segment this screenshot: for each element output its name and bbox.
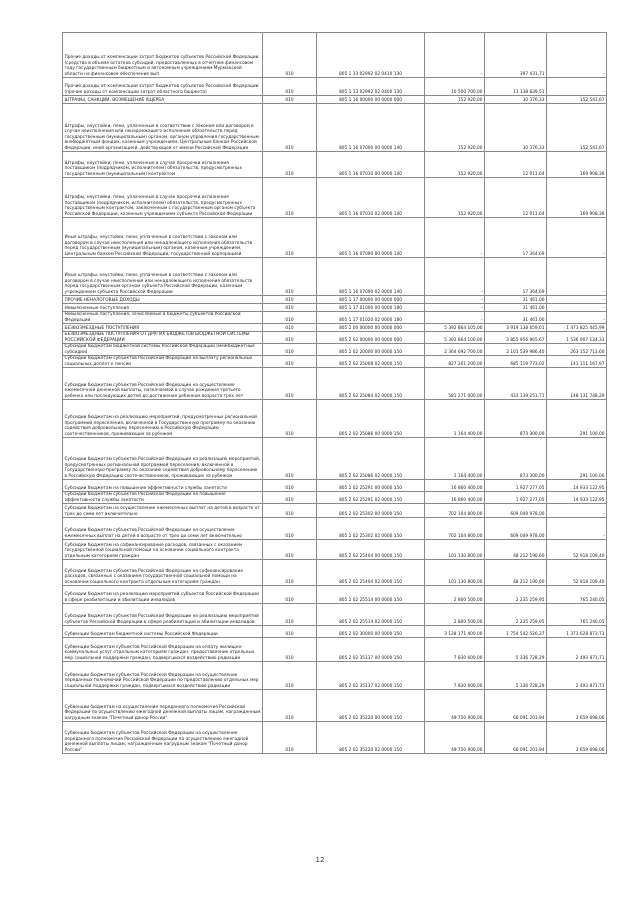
row-code: 010 [263,518,317,540]
table-row [63,33,607,78]
row-approved-amount: - [425,258,485,296]
row-budget-code: 805 2 02 25404 02 0000 150 [317,560,425,586]
row-budget-code: 805 2 02 35137 02 0000 150 [317,662,425,690]
row-code: 010 [263,604,317,626]
row-code: 010 [263,312,317,324]
row-code: 010 [263,638,317,662]
table-row [63,438,607,480]
table-row [63,480,607,492]
row-budget-code: 805 2 02 25291 00 0000 150 [317,480,425,492]
row-executed-amount: 1 754 542 526,27 [485,626,547,638]
row-code: 010 [263,96,317,104]
row-unexecuted-amount: - [547,78,607,96]
table-row [63,218,607,258]
row-name: Субсидии бюджетам субъектов Российской Федерации на осуществление ежемесячных выплат на детей в возрасте от трех до семи лет включительно [63,518,263,540]
row-executed-amount: 60 091 201,94 [485,722,547,754]
table-row [63,344,607,356]
row-executed-amount: 3 855 956 965,67 [485,332,547,344]
row-unexecuted-amount: 765 240,05 [547,604,607,626]
row-budget-code: 805 1 16 00000 00 0000 000 [317,96,425,104]
table-row [63,540,607,560]
row-name: Субсидии бюджетам бюджетной системы Российской Федерации (межбюджетные субсидии) [63,344,263,356]
row-name: Субсидии бюджетам субъектов Российской Федерации на выплату региональных социальных доплат к пенсии [63,356,263,368]
row-code: 010 [263,178,317,218]
row-unexecuted-amount: 2 493 871,71 [547,662,607,690]
row-unexecuted-amount: - [547,258,607,296]
table-row [63,96,607,104]
table-row [63,560,607,586]
row-unexecuted-amount: 2 493 871,71 [547,638,607,662]
row-name: ШТРАФЫ, САНКЦИИ, ВОЗМЕЩЕНИЕ УЩЕРБА [63,96,263,104]
row-unexecuted-amount: 14 933 122,95 [547,480,607,492]
row-executed-amount: 609 049 978,00 [485,504,547,518]
row-budget-code: 805 2 02 25514 02 0000 150 [317,604,425,626]
row-executed-amount: 685 119 773,02 [485,356,547,368]
table-row [63,104,607,152]
row-code: 010 [263,662,317,690]
row-executed-amount: 1 927 277,05 [485,492,547,504]
row-unexecuted-amount: 291 100,00 [547,400,607,438]
row-name: Субсидии бюджетам субъектов Российской Федерации на реализацию мероприятий, предусмотренных региональной программой переселения, включенной в Государственную программу по оказанию содействия добровольному переселению в Российскую Федерацию соотечественников, проживающих за рубежом [63,438,263,480]
row-unexecuted-amount: - [547,504,607,518]
row-budget-code: 805 2 02 25302 02 0000 150 [317,518,425,540]
row-budget-code: 805 2 02 25291 02 0000 150 [317,492,425,504]
row-executed-amount: 2 235 259,95 [485,604,547,626]
row-code: 010 [263,152,317,178]
row-code: 010 [263,690,317,722]
row-budget-code: 805 1 16 07010 02 0000 140 [317,178,425,218]
row-executed-amount: 873 300,00 [485,438,547,480]
row-unexecuted-amount: 1 536 907 134,33 [547,332,607,344]
row-approved-amount: 827 201 200,00 [425,356,485,368]
row-budget-code: 805 2 02 25514 00 0000 150 [317,586,425,604]
table-row [63,312,607,324]
row-approved-amount: 101 130 800,00 [425,540,485,560]
table-row [63,178,607,218]
row-name: Субсидии бюджетам на осуществление ежемесячных выплат на детей в возрасте от трех до семи лет включительно [63,504,263,518]
row-name: Иные штрафы, неустойки, пени, уплаченные в соответствии с законом или договором в случае неисполнения или ненадлежащего исполнения обязательств перед государственным (муниципальным) органом, казенным учреждением, Центральным банком Российской Федерации, государственной корпорацией [63,218,263,258]
row-name: Субсидии бюджетам субъектов Российской Федерации на повышение эффективности службы занятости [63,492,263,504]
row-approved-amount: - [425,218,485,258]
table-row [63,626,607,638]
row-budget-code: 805 2 02 25302 00 0000 150 [317,504,425,518]
row-unexecuted-amount: 1 373 628 873,73 [547,626,607,638]
row-unexecuted-amount: - [547,518,607,540]
row-code: 010 [263,438,317,480]
row-approved-amount: 49 750 900,00 [425,690,485,722]
row-approved-amount: 7 830 600,00 [425,638,485,662]
row-name: Субвенции бюджетам субъектов Российской Федерации на оплату жилищно-коммунальных услуг отдельным категориям граждан, предоставление отдельных мер социальной поддержки граждан, подвергшихся воздействию радиации [63,638,263,662]
row-executed-amount: 48 212 190,60 [485,560,547,586]
row-executed-amount: 31 461,00 [485,304,547,312]
row-budget-code: 805 1 16 07010 00 0000 140 [317,152,425,178]
row-budget-code: 805 2 00 00000 00 0000 000 [317,324,425,332]
table-body [63,33,607,754]
table-row [63,368,607,400]
row-unexecuted-amount: 169 908,36 [547,152,607,178]
row-name: БЕЗВОЗМЕЗДНЫЕ ПОСТУПЛЕНИЯ ОТ ДРУГИХ БЮДЖЕТОВ БЮДЖЕТНОЙ СИСТЕМЫ РОССИЙСКОЙ ФЕДЕРАЦИИ [63,332,263,344]
row-approved-amount: 49 750 900,00 [425,722,485,754]
row-name: Прочие доходы от компенсации затрат бюджетов субъектов Российской Федерации (прочие доходы от компенсации затрат областного бюджета) [63,78,263,96]
row-code: 010 [263,586,317,604]
row-approved-amount: 101 130 800,00 [425,560,485,586]
row-approved-amount: 1 164 400,00 [425,438,485,480]
row-budget-code: 805 2 02 35220 02 0000 150 [317,722,425,754]
row-executed-amount: 12 011,64 [485,178,547,218]
table-row [63,324,607,332]
row-code: 010 [263,504,317,518]
row-unexecuted-amount: - [547,304,607,312]
row-approved-amount: 2 364 692 700,00 [425,344,485,356]
row-executed-amount: 17 364,69 [485,258,547,296]
row-budget-code: 805 2 02 35137 00 0000 150 [317,638,425,662]
row-approved-amount: 152 920,00 [425,104,485,152]
row-budget-code: 805 1 13 02992 02 0410 130 [317,33,425,78]
row-approved-amount: 5 392 864 100,00 [425,332,485,344]
row-budget-code: 805 2 02 25404 00 0000 150 [317,540,425,560]
table-row [63,518,607,540]
row-executed-amount: 17 364,69 [485,218,547,258]
table-row [63,492,607,504]
row-approved-amount: 3 128 171 400,00 [425,626,485,638]
row-unexecuted-amount: 3 659 698,06 [547,722,607,754]
row-unexecuted-amount: 263 152 713,60 [547,344,607,356]
row-unexecuted-amount: 141 111 167,97 [547,356,607,368]
row-code: 010 [263,78,317,96]
row-code: 010 [263,368,317,400]
row-executed-amount: 5 336 728,29 [485,662,547,690]
row-code: 010 [263,33,317,78]
row-executed-amount: 48 212 190,60 [485,540,547,560]
row-budget-code: 805 1 16 07000 00 0000 140 [317,104,425,152]
row-name: ПРОЧИЕ НЕНАЛОГОВЫЕ ДОХОДЫ [63,296,263,304]
row-code: 010 [263,258,317,296]
row-name: Субвенции бюджетам субъектов Российской Федерации на осуществление переданного полномочия Российской Федерации по осуществлению ежегодной денежной выплаты лицам, награжденным нагрудным знаком "Почетный донор России" [63,722,263,754]
row-name: Субсидии бюджетам субъектов Российской Федерации на осуществление ежемесячной денежной выплаты, назначаемой в случае рождения третьего ребенка или последующих детей до достижения ребенком возраста трех лет [63,368,263,400]
row-budget-code: 805 2 02 00000 00 0000 000 [317,332,425,344]
row-code: 010 [263,218,317,258]
row-approved-amount: - [425,33,485,78]
row-name: Субсидии бюджетам на реализацию мероприятий субъектов Российской Федерации в сфере реабилитации и абилитации инвалидов [63,586,263,604]
row-unexecuted-amount: 52 918 109,40 [547,560,607,586]
row-executed-amount: 397 431,71 [485,33,547,78]
table-row [63,722,607,754]
row-approved-amount: 7 830 600,00 [425,662,485,690]
row-executed-amount: 31 461,00 [485,296,547,304]
table-row [63,332,607,344]
row-budget-code: 805 1 17 01020 02 0000 180 [317,312,425,324]
row-budget-code: 805 2 02 25084 02 0000 150 [317,368,425,400]
row-budget-code: 805 2 02 25086 02 0000 150 [317,438,425,480]
row-executed-amount: 3 919 138 659,01 [485,324,547,332]
table-row [63,400,607,438]
row-code: 010 [263,296,317,304]
row-executed-amount: 30 376,33 [485,96,547,104]
row-unexecuted-amount: 152 543,67 [547,104,607,152]
row-budget-code: 805 1 16 07090 02 0000 140 [317,258,425,296]
row-approved-amount: 152 920,00 [425,178,485,218]
row-code: 010 [263,492,317,504]
row-budget-code: 805 1 16 07090 00 0000 140 [317,218,425,258]
table-row [63,638,607,662]
row-code: 010 [263,344,317,356]
row-executed-amount: 12 011,64 [485,152,547,178]
row-approved-amount: 16 860 400,00 [425,492,485,504]
row-unexecuted-amount: 52 918 109,40 [547,540,607,560]
row-unexecuted-amount: - [547,296,607,304]
row-budget-code: 805 1 17 01000 00 0000 180 [317,304,425,312]
row-code: 010 [263,304,317,312]
table-row [63,258,607,296]
row-executed-amount: 609 049 978,00 [485,518,547,540]
row-approved-amount: 2 800 500,00 [425,586,485,604]
table-row [63,604,607,626]
table-row [63,78,607,96]
row-budget-code: 805 2 02 25086 00 0000 150 [317,400,425,438]
row-executed-amount: 11 138 839,51 [485,78,547,96]
row-unexecuted-amount: 1 473 825 445,99 [547,324,607,332]
row-name: Субвенции бюджетам субъектов Российской Федерации на осуществление переданных полномочий Российской Федерации по предоставлению отдельных мер социальной поддержки граждан, подвергшихся воздействию радиации [63,662,263,690]
row-executed-amount: 31 461,00 [485,312,547,324]
row-name: Штрафы, неустойки, пени, уплаченные в случае просрочки исполнения поставщиком (подрядчиком, исполнителем) обязательств, предусмотренных государственным контрактом, заключенным с государственным органом субъекта Российской Федерации, казенным учреждением субъекта Российской Федерации [63,178,263,218]
row-approved-amount: 10 500 700,00 [425,78,485,96]
row-name: Невыясненные поступления, зачисляемые в бюджеты субъектов Российской Федерации [63,312,263,324]
row-approved-amount: 581 271 000,00 [425,368,485,400]
row-unexecuted-amount: 14 933 122,95 [547,492,607,504]
row-unexecuted-amount: - [547,33,607,78]
row-name: Невыясненные поступления [63,304,263,312]
row-approved-amount: 16 860 400,00 [425,480,485,492]
row-unexecuted-amount: 169 908,36 [547,178,607,218]
row-unexecuted-amount: - [547,218,607,258]
row-code: 010 [263,540,317,560]
row-approved-amount: 152 920,00 [425,152,485,178]
row-name: Штрафы, неустойки, пени, уплаченные в соответствии с законом или договором в случае неисполнения или ненадлежащего исполнения обязательств перед государственным (муниципальным) органом, органом управления государственным внебюджетным фондом, казенным учреждением, Центральным банком Российской Федерации, иной организацией, действующей от имени Российской Федерации [63,104,263,152]
row-code: 010 [263,626,317,638]
row-approved-amount: - [425,312,485,324]
row-unexecuted-amount: 148 131 748,29 [547,368,607,400]
row-name: Прочие доходы от компенсации затрат бюджетов субъектов Российской Федерации (средства в объеме остатков субсидий, предоставленных в отчетном финансовом году государственным бюджетным и автономным учреждениям Мурманской области на финансовое обеспечение вып [63,33,263,78]
row-budget-code: 805 2 02 20000 00 0000 150 [317,344,425,356]
row-budget-code: 805 2 02 25008 02 0000 150 [317,356,425,368]
row-unexecuted-amount: 152 543,67 [547,96,607,104]
row-executed-amount: 30 376,33 [485,104,547,152]
row-approved-amount: - [425,304,485,312]
row-approved-amount: 1 164 400,00 [425,400,485,438]
row-executed-amount: 433 139 251,71 [485,368,547,400]
table-row [63,504,607,518]
row-executed-amount: 2 101 539 986,40 [485,344,547,356]
row-name: Субсидии бюджетам на софинансирование расходов, связанных с оказанием государственной социальной помощи на основании социального контракта отдельным категориям граждан [63,540,263,560]
row-approved-amount: 152 920,00 [425,96,485,104]
row-executed-amount: 873 300,00 [485,400,547,438]
row-unexecuted-amount: - [547,312,607,324]
row-name: Субвенции бюджетам на осуществление переданного полномочия Российской Федерации по осуществлению ежегодной денежной выплаты лицам, награжденным нагрудным знаком "Почетный донор России" [63,690,263,722]
row-name: Субсидии бюджетам субъектов Российской Федерации на реализацию мероприятий субъектов Российской Федерации в сфере реабилитации и абилитации инвалидов [63,604,263,626]
row-unexecuted-amount: 291 100,00 [547,438,607,480]
table-row [63,662,607,690]
row-approved-amount: 702 104 800,00 [425,518,485,540]
row-executed-amount: 1 927 277,05 [485,480,547,492]
table-row [63,586,607,604]
row-budget-code: 805 1 13 02992 02 0400 130 [317,78,425,96]
row-code: 010 [263,104,317,152]
row-unexecuted-amount: 3 659 698,06 [547,690,607,722]
row-executed-amount: 60 091 201,94 [485,690,547,722]
row-name: БЕЗВОЗМЕЗДНЫЕ ПОСТУПЛЕНИЯ [63,324,263,332]
row-approved-amount: - [425,296,485,304]
page-number: 12 [315,856,325,864]
row-code: 010 [263,332,317,344]
table-row [63,304,607,312]
table-row [63,356,607,368]
row-code: 010 [263,480,317,492]
row-name: Субвенции бюджетам бюджетной системы Российской Федерации [63,626,263,638]
row-executed-amount: 2 235 259,95 [485,586,547,604]
row-approved-amount: 702 104 800,00 [425,504,485,518]
row-name: Субсидии бюджетам на реализацию мероприятий, предусмотренных региональной программой переселения, включенной в Государственную программу по оказанию содействия добровольному переселению в Российскую Федерацию соотечественников, проживающих за рубежом [63,400,263,438]
row-name: Субсидии бюджетам на повышение эффективности службы занятости [63,480,263,492]
row-code: 010 [263,324,317,332]
row-approved-amount: 5 392 864 105,00 [425,324,485,332]
row-approved-amount: 2 800 500,00 [425,604,485,626]
table-row [63,296,607,304]
row-name: Субсидии бюджетам субъектов Российской Федерации на софинансирование расходов, связанных с оказанием государственной социальной помощи на основании социального контракта отдельным категориям граждан [63,560,263,586]
table-row [63,152,607,178]
row-unexecuted-amount: 765 240,05 [547,586,607,604]
row-budget-code: 805 2 02 35220 00 0000 150 [317,690,425,722]
row-name: Иные штрафы, неустойки, пени, уплаченные в соответствии с законом или договором в случае неисполнения или ненадлежащего исполнения обязательств перед государственным органом субъекта Российской Федерации, казенным учреждением субъекта Российской Федерации [63,258,263,296]
budget-revenue-table [62,32,607,754]
row-code: 010 [263,356,317,368]
table-row [63,690,607,722]
row-code: 010 [263,722,317,754]
row-code: 010 [263,560,317,586]
row-budget-code: 805 1 17 00000 00 0000 000 [317,296,425,304]
row-name: Штрафы, неустойки, пени, уплаченные в случае просрочки исполнения поставщиком (подрядчиком, исполнителем) обязательств, предусмотренных государственным (муниципальным) контрактом [63,152,263,178]
row-executed-amount: 5 336 728,29 [485,638,547,662]
row-code: 010 [263,400,317,438]
row-budget-code: 805 2 02 30000 00 0000 150 [317,626,425,638]
